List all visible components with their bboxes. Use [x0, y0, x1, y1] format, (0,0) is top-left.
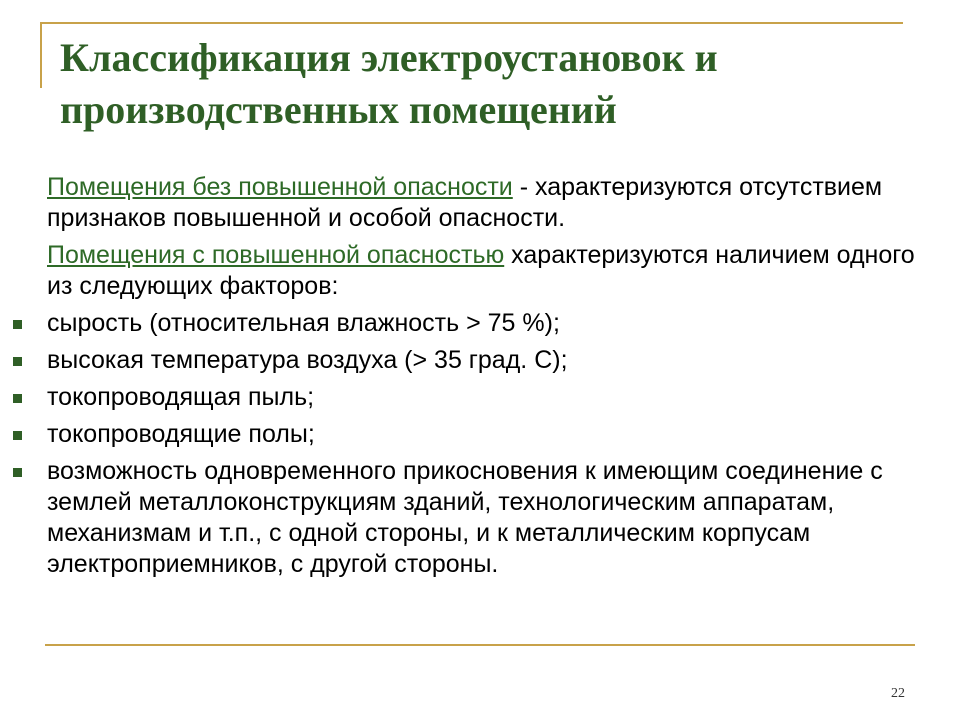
- list-item-text: сырость (относительная влажность > 75 %);: [47, 309, 560, 337]
- list-item: [47, 308, 927, 339]
- slide-title: Классификация электроустановок и производственных помещений: [60, 35, 718, 132]
- section-separator: -: [512, 173, 529, 201]
- list-item-text: высокая температура воздуха (> 35 град. С);: [47, 346, 568, 374]
- section-heading-no-danger: Помещения без повышенной опасности: [47, 173, 513, 201]
- list-item: [47, 382, 927, 413]
- section-heading-increased-danger: Помещения с повышенной опасностью: [47, 241, 505, 269]
- list-item: [47, 345, 927, 376]
- square-bullet-icon: [13, 431, 22, 440]
- section-no-danger: [47, 172, 927, 234]
- square-bullet-icon: [13, 320, 22, 329]
- section-text-increased-danger: характеризуются наличием одного из следующих факторов:: [47, 241, 915, 300]
- list-item-text: токопроводящая пыль;: [47, 383, 315, 411]
- list-item-text: токопроводящие полы;: [47, 420, 315, 448]
- title-frame-top-line: [40, 22, 903, 24]
- list-item: [47, 419, 927, 450]
- square-bullet-icon: [13, 394, 22, 403]
- section-text-no-danger: характеризуются отсутствием признаков повышенной и особой опасности.: [47, 173, 883, 232]
- factor-list: [47, 308, 927, 580]
- title-frame-left-line: [40, 22, 42, 88]
- page-number: 22: [891, 686, 905, 701]
- section-increased-danger: [47, 240, 927, 302]
- square-bullet-icon: [13, 468, 22, 477]
- square-bullet-icon: [13, 357, 22, 366]
- list-item-text: возможность одновременного прикосновения к имеющим соединение с землей металлоконструкциям зданий, технологическим аппаратам, механизмам и т.п., с одной стороны, и к металлическим корпусам электроприемников, с другой стороны.: [47, 457, 883, 578]
- list-item: [47, 456, 927, 580]
- footer-divider-line: [45, 644, 915, 646]
- slide-content: [47, 172, 927, 586]
